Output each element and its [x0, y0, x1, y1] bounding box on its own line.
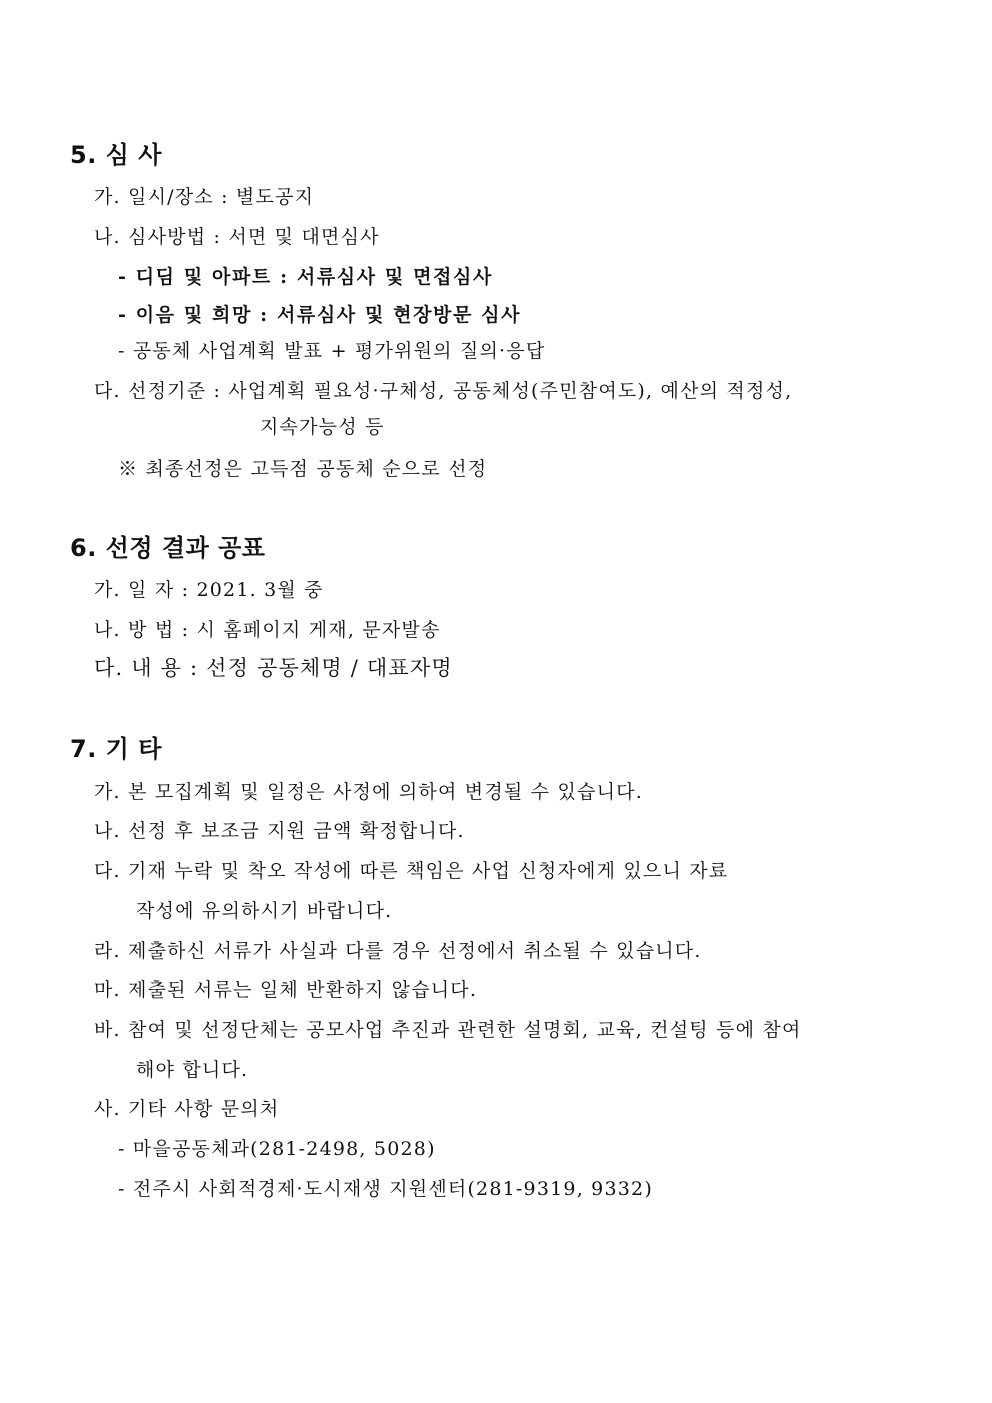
s5-item-ga: 가. 일시/장소 : 별도공지	[94, 186, 315, 208]
section-7-heading: 7. 기 타	[70, 735, 162, 763]
s5-item-da: 다. 선정기준 : 사업계획 필요성·구체성, 공동체성(주민참여도), 예산의 적정성,	[94, 380, 793, 402]
s7-item-ra: 라. 제출하신 서류가 사실과 다를 경우 선정에서 취소될 수 있습니다.	[94, 940, 702, 962]
s5-item-na-sub-1: - 디딤 및 아파트 : 서류심사 및 면접심사	[118, 266, 493, 288]
s7-item-sa-contact-1: - 마을공동체과(281-2498, 5028)	[118, 1138, 436, 1160]
s6-item-na: 나. 방 법 : 시 홈페이지 게재, 문자발송	[94, 619, 441, 641]
s5-item-na-sub-3: - 공동체 사업계획 발표 + 평가위원의 질의·응답	[118, 340, 546, 362]
s7-item-ga: 가. 본 모집계획 및 일정은 사정에 의하여 변경될 수 있습니다.	[94, 781, 643, 803]
s7-item-ba: 바. 참여 및 선정단체는 공모사업 추진과 관련한 설명회, 교육, 컨설팅 등에 참여	[94, 1019, 802, 1041]
s7-item-ba-continued: 해야 합니다.	[136, 1059, 249, 1081]
s5-item-na: 나. 심사방법 : 서면 및 대면심사	[94, 226, 380, 248]
s5-note: ※ 최종선정은 고득점 공동체 순으로 선정	[118, 458, 488, 480]
section-5-heading: 5. 심 사	[70, 141, 162, 169]
s7-item-ma: 마. 제출된 서류는 일체 반환하지 않습니다.	[94, 979, 478, 1001]
section-6-heading: 6. 선정 결과 공표	[70, 534, 266, 562]
s6-item-ga: 가. 일 자 : 2021. 3월 중	[94, 579, 324, 601]
s5-item-na-sub-2: - 이음 및 희망 : 서류심사 및 현장방문 심사	[118, 304, 522, 326]
s7-item-na: 나. 선정 후 보조금 지원 금액 확정합니다.	[94, 820, 465, 842]
s7-item-da: 다. 기재 누락 및 착오 작성에 따른 책임은 사업 신청자에게 있으니 자료	[94, 860, 729, 882]
s6-item-da: 다. 내 용 : 선정 공동체명 / 대표자명	[94, 656, 453, 680]
s5-item-da-continued: 지속가능성 등	[260, 416, 385, 438]
s7-item-sa-contact-2: - 전주시 사회적경제·도시재생 지원센터(281-9319, 9332)	[118, 1178, 653, 1200]
s7-item-sa: 사. 기타 사항 문의처	[94, 1098, 280, 1120]
s7-item-da-continued: 작성에 유의하시기 바랍니다.	[136, 900, 393, 922]
